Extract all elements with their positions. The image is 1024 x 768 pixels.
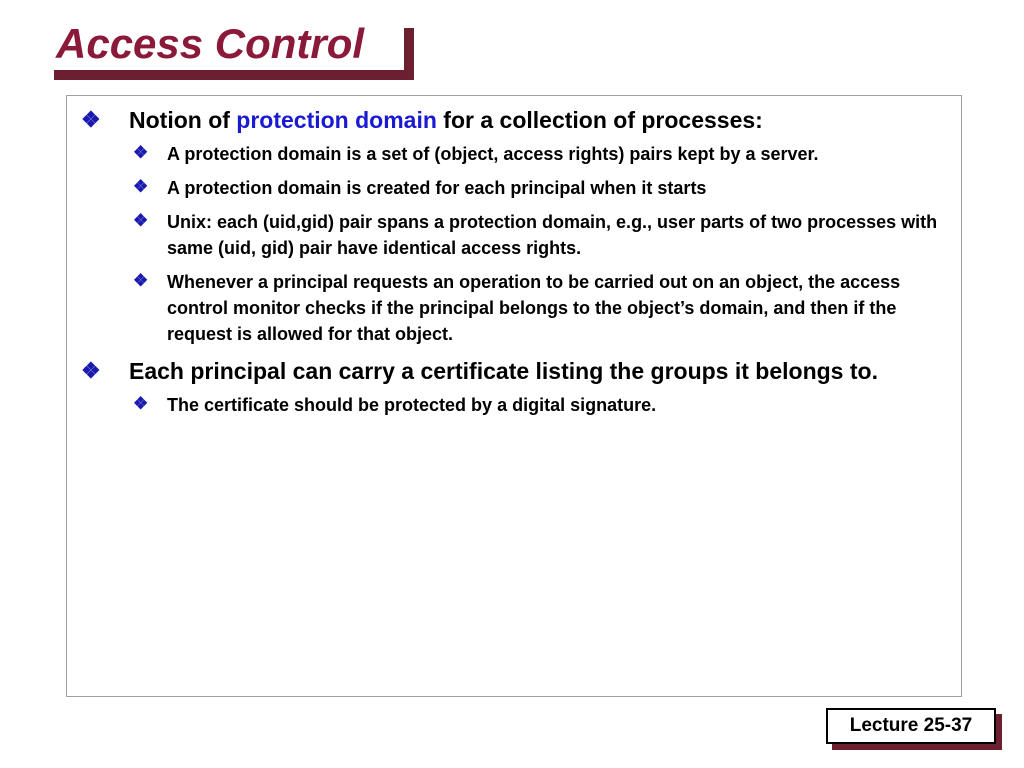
diamond-quad-icon: ❖ [81,107,101,132]
sub-bullet-item [81,175,949,201]
diamond-quad-icon: ❖ [81,358,101,383]
sub-bullet-text: The certificate should be protected by a digital signature. [167,395,657,415]
diamond-quad-icon: ❖ [133,177,149,196]
sub-bullet-text: A protection domain is created for each principal when it starts [167,178,707,198]
diamond-quad-icon: ❖ [133,143,149,162]
title-container [44,18,404,70]
title-box [44,18,404,70]
sub-bullet-item [81,209,949,261]
bullet-item [81,104,949,137]
diamond-quad-icon: ❖ [133,271,149,290]
bullet-list [81,104,949,426]
sub-bullet-item [81,141,949,167]
footer-label: Lecture 25-37 [849,715,973,736]
slide-title: Access Control [56,20,365,67]
content-frame [66,95,962,697]
sub-bullet-item [81,269,949,347]
bullet-item [81,355,949,388]
footer-label-box [826,708,996,744]
diamond-quad-icon: ❖ [133,394,149,413]
bullet-text: Each principal can carry a certificate listing the groups it belongs to. [129,358,878,384]
highlight-term: protection domain [236,107,437,133]
diamond-quad-icon: ❖ [133,211,149,230]
sub-bullet-text: Whenever a principal requests an operation to be carried out on an object, the access control monitor checks if the principal belongs to the object’s domain, and then if the request is allowed for that object. [167,272,901,344]
sub-bullet-item [81,392,949,418]
bullet-text-suffix: for a collection of processes: [436,107,763,133]
sub-bullet-text: A protection domain is a set of (object, access rights) pairs kept by a server. [167,144,819,164]
sub-bullet-text: Unix: each (uid,gid) pair spans a protection domain, e.g., user parts of two processes with same (uid, gid) pair have identical access rights. [167,212,938,258]
bullet-text-prefix: Notion of [129,107,237,133]
